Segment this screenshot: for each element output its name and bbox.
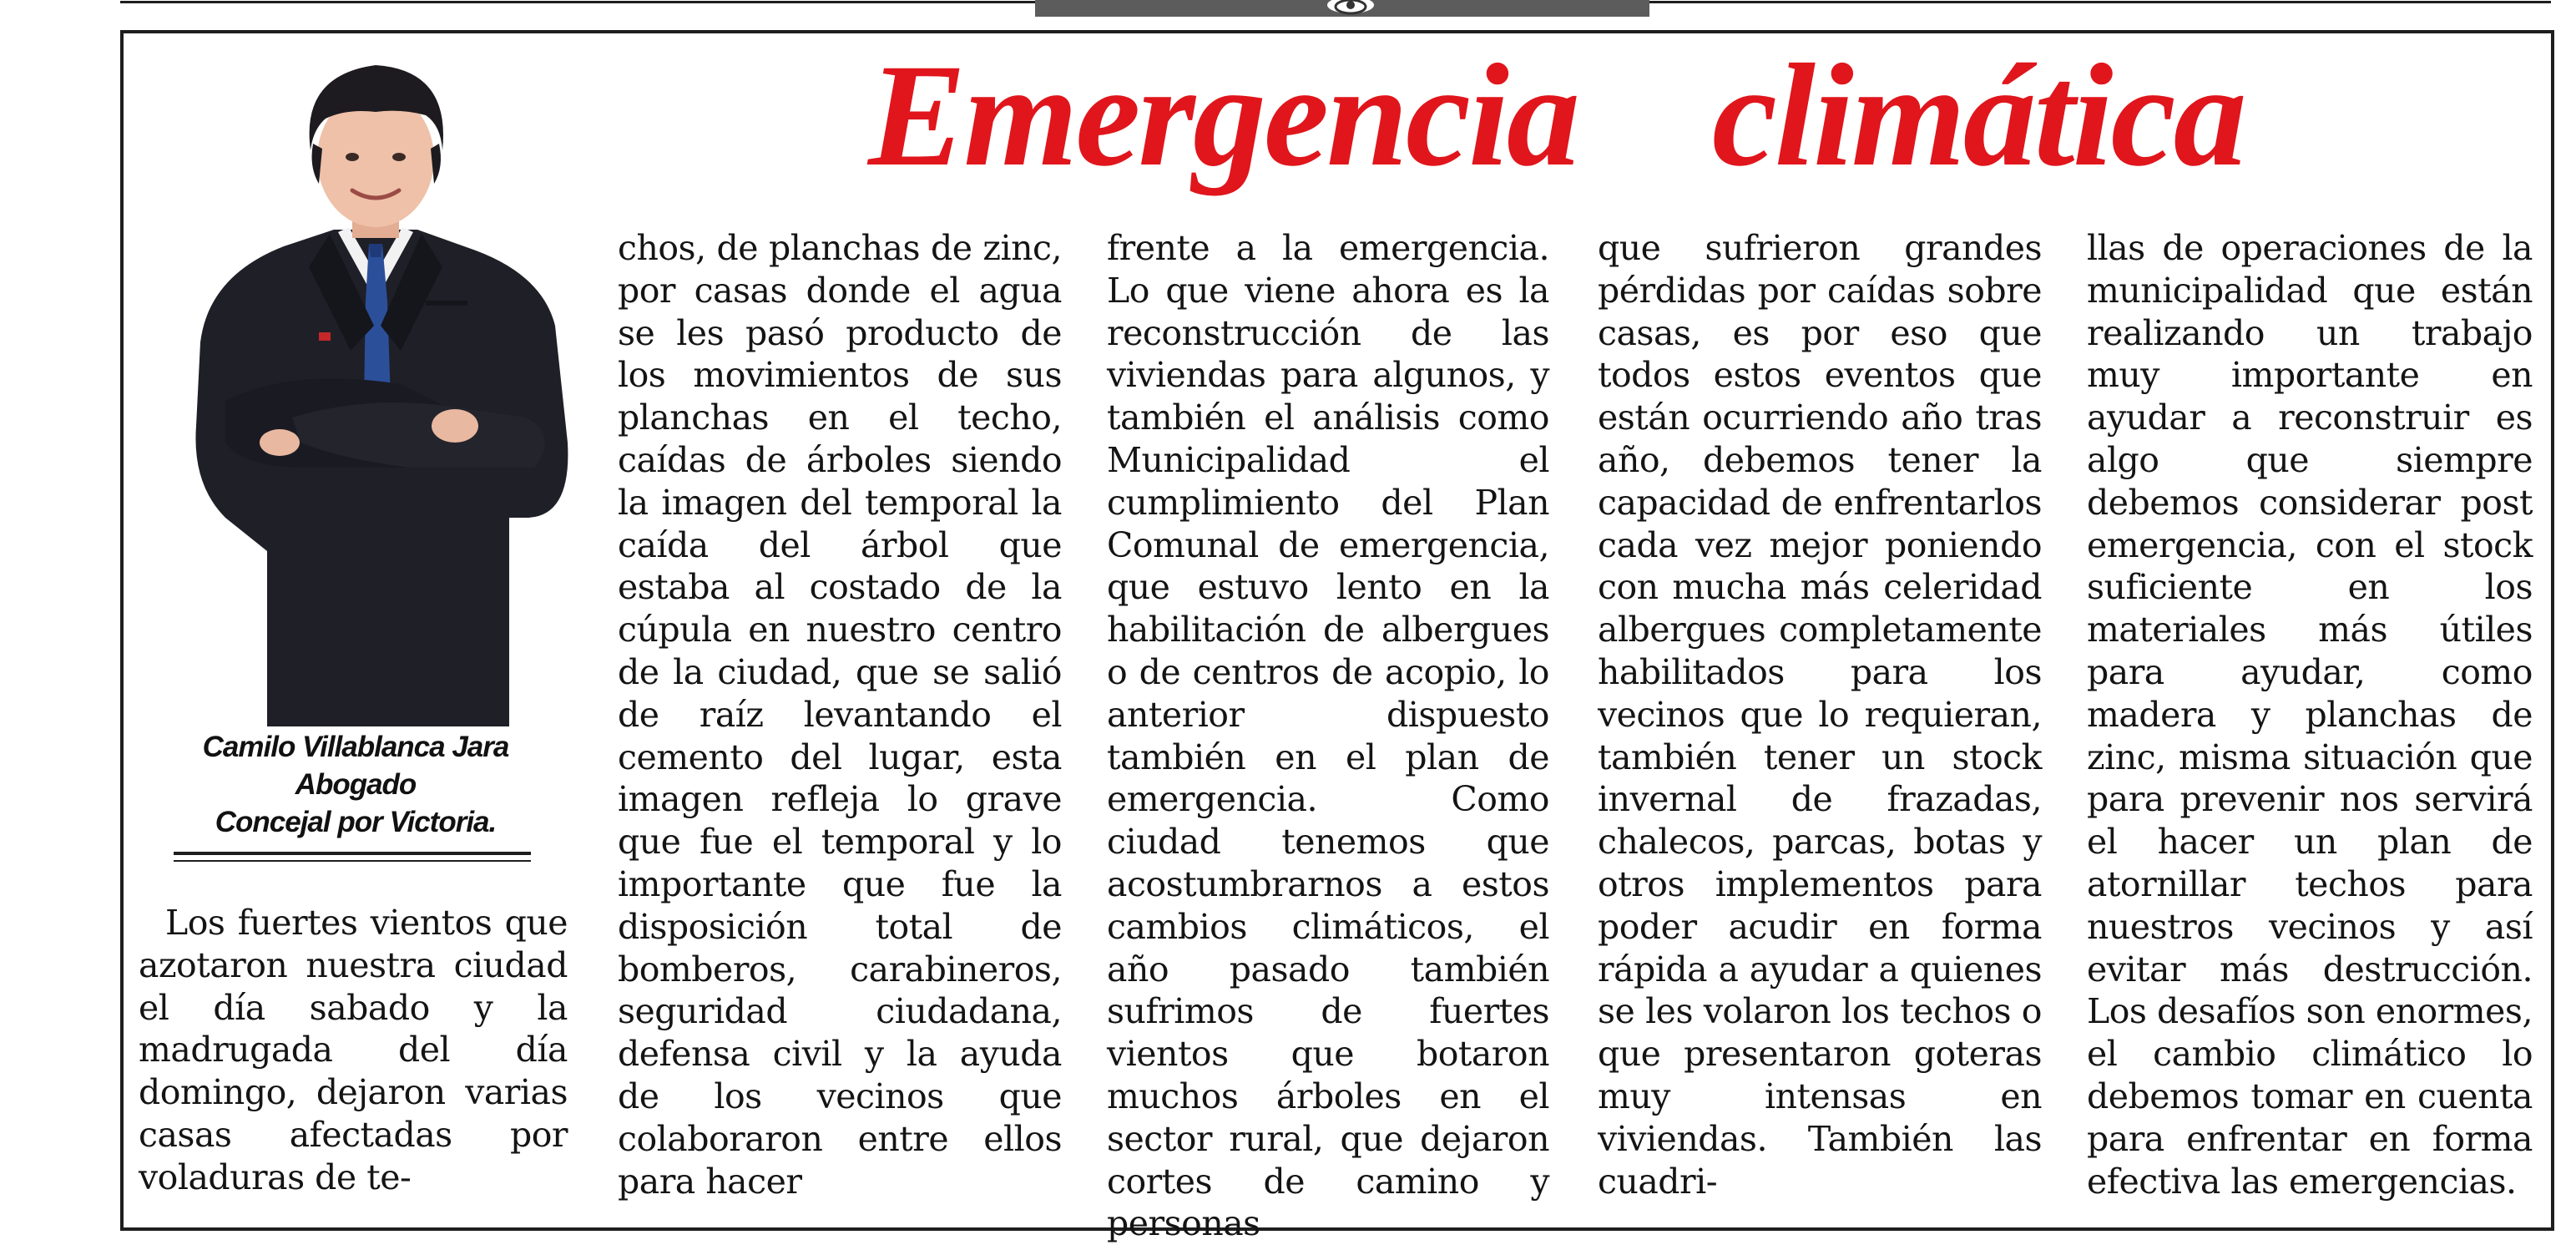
article-column-2 (618, 227, 1062, 1204)
caption-rule (174, 852, 531, 855)
article-paragraph: Los fuertes vientos que azotaron nuestra ciudad el día sabado y la madrugada del día domingo, dejaron varias casas afectadas por voladuras de te- (139, 903, 568, 1197)
author-photo (175, 50, 576, 726)
author-caption (164, 728, 548, 841)
caption-rule-thin (174, 860, 531, 862)
article-column-4 (1598, 227, 2042, 1204)
article-paragraph: frente a la emergencia. Lo que viene ahora es la reconstrucción de las viviendas para algunos, y también el análisis como Municipalidad el cumplimiento del Plan Comunal de emergencia, que estuvo lento en la habilitación de albergues o de centros de acopio, lo anterior dispuesto también en el plan de emergencia. Como ciudad tenemos que acostumbrarnos a estos cambios climáticos, el año pasado también sufrimos de fuertes vientos que botaron muchos árboles en el sector rural, que dejaron cortes de camino y personas (1107, 228, 1549, 1244)
article-paragraph: chos, de planchas de zinc, por casas donde el agua se les pasó producto de los movimientos de sus planchas en el techo, caídas de árboles siendo la imagen del temporal la caída del árbol que estaba al costado de la cúpula en nuestro centro de la ciudad, que se salió de raíz levantando el cemento del lugar, esta imagen refleja lo grave que fue el temporal y lo importante que fue la disposición total de bomberos, carabineros, seguridad ciudadana, defensa civil y la ayuda de los vecinos que colaboraron entre ellos para hacer (618, 228, 1062, 1202)
author-profession: Abogado (295, 768, 417, 801)
headline: Emergencia climática (868, 34, 2245, 197)
author-position: Concejal por Victoria. (215, 806, 497, 838)
article-column-3 (1107, 227, 1549, 1244)
article-column-5 (2087, 227, 2533, 1204)
author-name: Camilo Villablanca Jara (202, 731, 509, 763)
article-paragraph: que sufrieron grandes pérdidas por caídas sobre casas, es por eso que todos estos eventos que están ocurriendo año tras año, debemos tener la capacidad de enfrentarlos cada vez mejor poniendo con mucha más celeridad albergues completamente habilitados para los vecinos que lo requieran, también tener un stock invernal de frazadas, chalecos, parcas, botas y otros implementos para poder acudir en forma rápida a ayudar a quienes se les volaron los techos o que presentaron goteras muy intensas en viviendas. También las cuadri- (1598, 228, 2042, 1202)
article-paragraph: llas de operaciones de la municipalidad que están realizando un trabajo muy importante en ayudar a reconstruir es algo que siempre debemos considerar post emergencia, con el stock suficiente en los materiales más útiles para ayudar, como madera y planchas de zinc, misma situación que para prevenir nos servirá el hacer un plan de atornillar techos para nuestros vecinos y así evitar más destrucción. Los desafíos son enormes, el cambio climático lo debemos tomar en cuenta para enfrentar en forma efectiva las emergencias. (2087, 228, 2533, 1202)
ornament-icon (1324, 0, 1377, 20)
article-column-1 (139, 902, 568, 1202)
